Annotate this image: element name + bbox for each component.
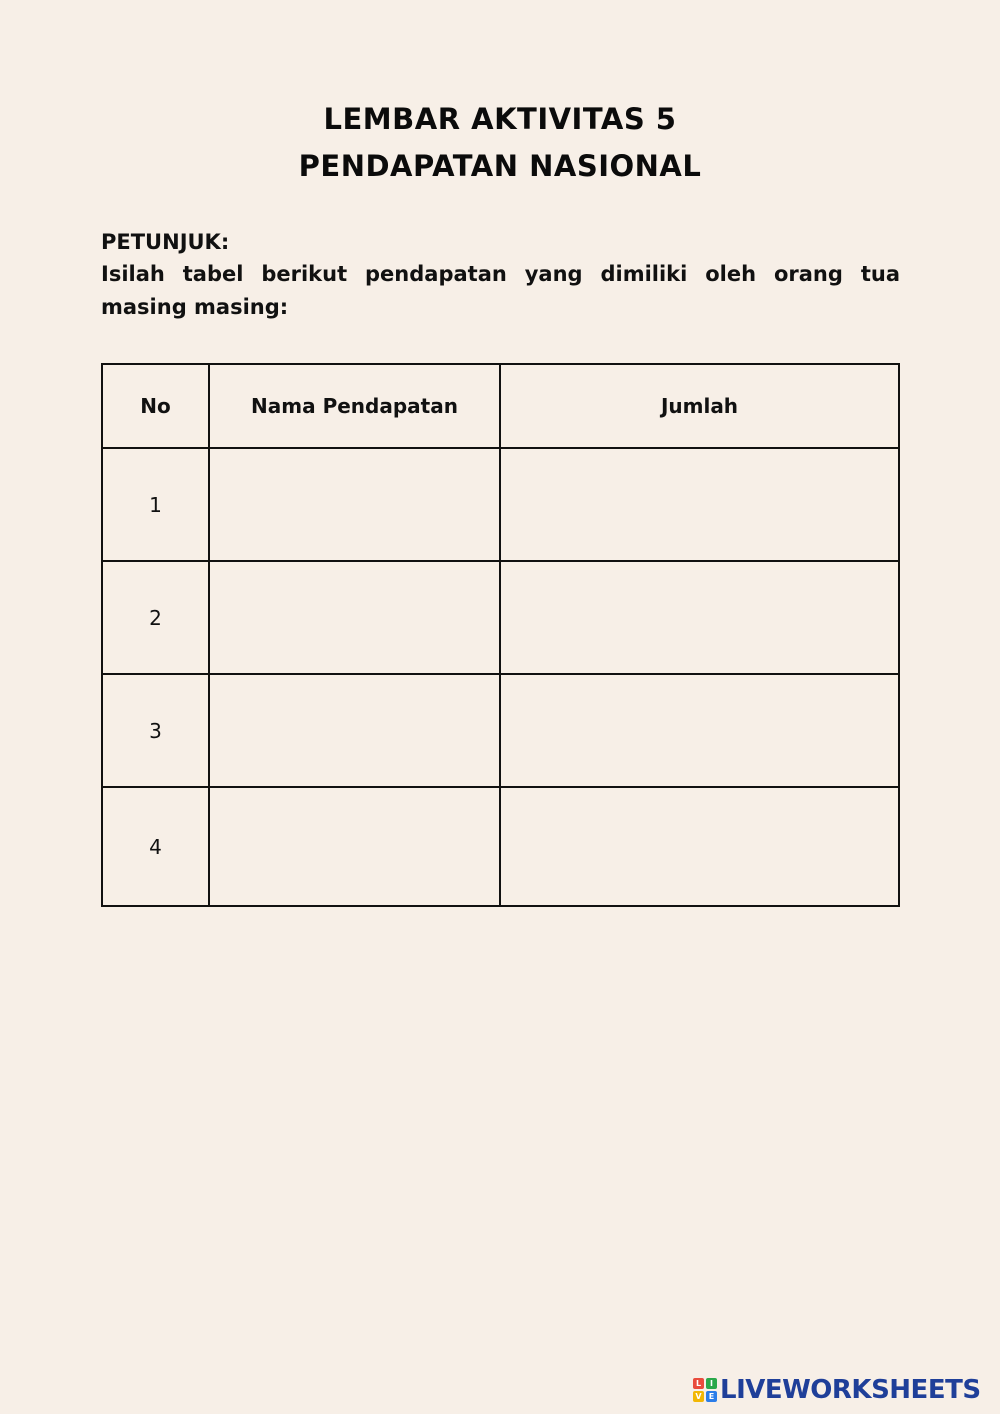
logo-tile: L [693,1378,704,1389]
jumlah-cell[interactable] [500,561,899,674]
nama-pendapatan-cell[interactable] [209,448,500,561]
instructions-text: Isilah tabel berikut pendapatan yang dimiliki oleh orang tua masing masing: [101,262,900,319]
brand-name: LIVEWORKSHEETS [720,1375,981,1405]
nama-pendapatan-cell[interactable] [209,674,500,787]
logo-tile: I [706,1378,717,1389]
row-number: 3 [102,674,209,787]
table-header-row [102,364,899,448]
row-number: 2 [102,561,209,674]
logo-tile: E [706,1391,717,1402]
jumlah-cell[interactable] [500,787,899,906]
jumlah-cell[interactable] [500,448,899,561]
income-table [101,363,900,907]
header-nama-pendapatan: Nama Pendapatan [209,364,500,448]
table-row [102,448,899,561]
row-number: 1 [102,448,209,561]
table-row [102,787,899,906]
header-jumlah: Jumlah [500,364,899,448]
header-no: No [102,364,209,448]
table-row [102,561,899,674]
row-number: 4 [102,787,209,906]
liveworksheets-brand[interactable] [693,1374,981,1406]
nama-pendapatan-cell[interactable] [209,787,500,906]
logo-tile: V [693,1391,704,1402]
table-row [102,674,899,787]
worksheet-title-line2: PENDAPATAN NASIONAL [298,149,702,183]
worksheet-title-line1: LEMBAR AKTIVITAS 5 [323,102,677,136]
liveworksheets-logo-icon [693,1378,717,1402]
jumlah-cell[interactable] [500,674,899,787]
instructions-heading: PETUNJUK: [101,230,230,254]
nama-pendapatan-cell[interactable] [209,561,500,674]
